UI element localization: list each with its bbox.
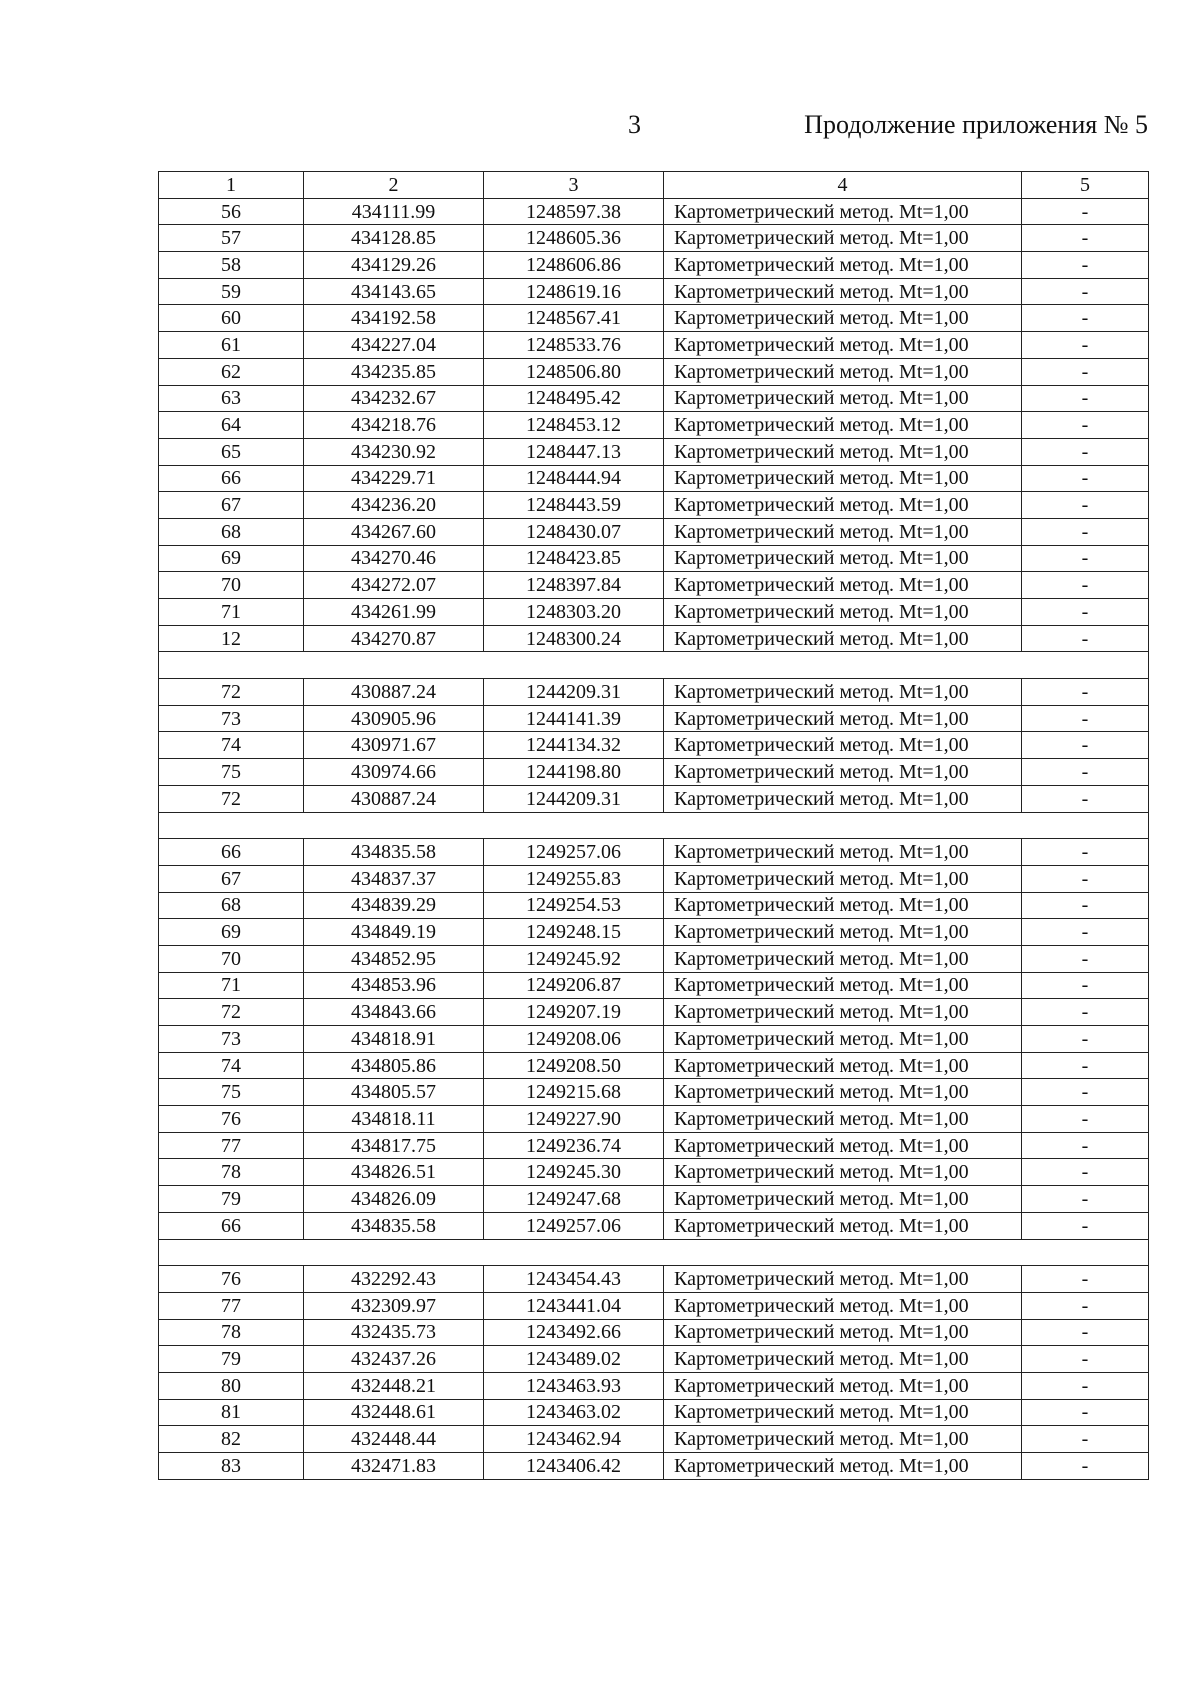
table-cell: 1249257.06 xyxy=(484,839,664,866)
table-cell: - xyxy=(1022,1292,1149,1319)
table-cell: Картометрический метод. Mt=1,00 xyxy=(664,358,1022,385)
table-cell: - xyxy=(1022,358,1149,385)
table-row xyxy=(159,1266,1149,1293)
coordinates-table xyxy=(158,171,1149,1480)
table-cell: 68 xyxy=(159,892,304,919)
table-row xyxy=(159,1026,1149,1053)
table-cell: - xyxy=(1022,945,1149,972)
table-cell: Картометрический метод. Mt=1,00 xyxy=(664,1426,1022,1453)
separator-cell xyxy=(159,1239,1149,1266)
table-row xyxy=(159,572,1149,599)
table-cell: 1248533.76 xyxy=(484,332,664,359)
table-cell: 1243463.93 xyxy=(484,1372,664,1399)
table-cell: Картометрический метод. Mt=1,00 xyxy=(664,1319,1022,1346)
table-cell: Картометрический метод. Mt=1,00 xyxy=(664,865,1022,892)
table-row xyxy=(159,945,1149,972)
table-cell: 1248447.13 xyxy=(484,438,664,465)
table-cell: 1248300.24 xyxy=(484,625,664,652)
table-row xyxy=(159,385,1149,412)
table-cell: - xyxy=(1022,1079,1149,1106)
table-cell: 73 xyxy=(159,705,304,732)
table-cell: 72 xyxy=(159,785,304,812)
table-row xyxy=(159,1372,1149,1399)
table-cell: 1249215.68 xyxy=(484,1079,664,1106)
table-cell: - xyxy=(1022,705,1149,732)
table-cell: - xyxy=(1022,545,1149,572)
table-cell: 1248430.07 xyxy=(484,518,664,545)
table-cell: 1248397.84 xyxy=(484,572,664,599)
table-cell: - xyxy=(1022,999,1149,1026)
table-cell: - xyxy=(1022,732,1149,759)
table-cell: Картометрический метод. Mt=1,00 xyxy=(664,1212,1022,1239)
table-cell: 434837.37 xyxy=(304,865,484,892)
table-cell: - xyxy=(1022,865,1149,892)
table-cell: Картометрический метод. Mt=1,00 xyxy=(664,1026,1022,1053)
table-cell: 1244209.31 xyxy=(484,679,664,706)
page-header xyxy=(0,110,1200,150)
table-cell: 74 xyxy=(159,1052,304,1079)
table-cell: Картометрический метод. Mt=1,00 xyxy=(664,1079,1022,1106)
table-cell: Картометрический метод. Mt=1,00 xyxy=(664,1159,1022,1186)
column-header: 4 xyxy=(664,172,1022,199)
table-cell: 1243463.02 xyxy=(484,1399,664,1426)
table-cell: - xyxy=(1022,1132,1149,1159)
table-cell: Картометрический метод. Mt=1,00 xyxy=(664,1052,1022,1079)
table-cell: 434128.85 xyxy=(304,225,484,252)
group-separator-row xyxy=(159,812,1149,839)
table-cell: 1248606.86 xyxy=(484,252,664,279)
table-cell: 76 xyxy=(159,1106,304,1133)
table-cell: - xyxy=(1022,518,1149,545)
table-cell: 75 xyxy=(159,759,304,786)
table-cell: 432448.44 xyxy=(304,1426,484,1453)
table-cell: 79 xyxy=(159,1346,304,1373)
table-row xyxy=(159,1453,1149,1480)
table-row xyxy=(159,1079,1149,1106)
column-header: 3 xyxy=(484,172,664,199)
table-header-row xyxy=(159,172,1149,199)
table-cell: Картометрический метод. Mt=1,00 xyxy=(664,1453,1022,1480)
table-cell: 1248423.85 xyxy=(484,545,664,572)
table-cell: 81 xyxy=(159,1399,304,1426)
table-cell: - xyxy=(1022,1159,1149,1186)
table-row xyxy=(159,599,1149,626)
column-header: 5 xyxy=(1022,172,1149,199)
table-row xyxy=(159,225,1149,252)
table-cell: 1249255.83 xyxy=(484,865,664,892)
table-cell: 83 xyxy=(159,1453,304,1480)
table-cell: 59 xyxy=(159,278,304,305)
table-cell: Картометрический метод. Mt=1,00 xyxy=(664,1266,1022,1293)
table-cell: 62 xyxy=(159,358,304,385)
table-cell: 432309.97 xyxy=(304,1292,484,1319)
table-row xyxy=(159,278,1149,305)
table-row xyxy=(159,919,1149,946)
table-cell: 434218.76 xyxy=(304,412,484,439)
table-cell: - xyxy=(1022,492,1149,519)
table-cell: - xyxy=(1022,1106,1149,1133)
table-cell: 434232.67 xyxy=(304,385,484,412)
table-cell: 434267.60 xyxy=(304,518,484,545)
table-cell: 1249254.53 xyxy=(484,892,664,919)
table-cell: - xyxy=(1022,1426,1149,1453)
table-row xyxy=(159,412,1149,439)
table-cell: - xyxy=(1022,839,1149,866)
table-cell: - xyxy=(1022,1212,1149,1239)
table-cell: 68 xyxy=(159,518,304,545)
table-row xyxy=(159,785,1149,812)
table-cell: - xyxy=(1022,1399,1149,1426)
table-cell: 434143.65 xyxy=(304,278,484,305)
table-cell: 1249206.87 xyxy=(484,972,664,999)
table-row xyxy=(159,545,1149,572)
table-cell: 1244209.31 xyxy=(484,785,664,812)
table-cell: Картометрический метод. Mt=1,00 xyxy=(664,438,1022,465)
table-cell: 1248605.36 xyxy=(484,225,664,252)
table-cell: Картометрический метод. Mt=1,00 xyxy=(664,1399,1022,1426)
table-cell: Картометрический метод. Mt=1,00 xyxy=(664,625,1022,652)
table-cell: 434835.58 xyxy=(304,839,484,866)
table-cell: Картометрический метод. Mt=1,00 xyxy=(664,919,1022,946)
table-cell: - xyxy=(1022,465,1149,492)
table-cell: 1243454.43 xyxy=(484,1266,664,1293)
table-cell: 434826.51 xyxy=(304,1159,484,1186)
table-row xyxy=(159,892,1149,919)
table-cell: 71 xyxy=(159,599,304,626)
table-cell: 1249236.74 xyxy=(484,1132,664,1159)
table-cell: 61 xyxy=(159,332,304,359)
table-cell: - xyxy=(1022,679,1149,706)
table-cell: 1249227.90 xyxy=(484,1106,664,1133)
table-cell: - xyxy=(1022,1026,1149,1053)
table-cell: 70 xyxy=(159,572,304,599)
table-cell: - xyxy=(1022,759,1149,786)
table-cell: 434229.71 xyxy=(304,465,484,492)
table-cell: 1248597.38 xyxy=(484,198,664,225)
table-cell: Картометрический метод. Mt=1,00 xyxy=(664,732,1022,759)
table-cell: 1244198.80 xyxy=(484,759,664,786)
table-cell: 72 xyxy=(159,999,304,1026)
table-cell: 434129.26 xyxy=(304,252,484,279)
table-cell: 1249245.30 xyxy=(484,1159,664,1186)
table-cell: 434817.75 xyxy=(304,1132,484,1159)
table-cell: 432437.26 xyxy=(304,1346,484,1373)
table-cell: Картометрический метод. Mt=1,00 xyxy=(664,545,1022,572)
table-cell: 434192.58 xyxy=(304,305,484,332)
table-cell: Картометрический метод. Mt=1,00 xyxy=(664,599,1022,626)
table-cell: - xyxy=(1022,412,1149,439)
table-cell: 74 xyxy=(159,732,304,759)
table-cell: 66 xyxy=(159,1212,304,1239)
table-cell: 1249257.06 xyxy=(484,1212,664,1239)
table-cell: Картометрический метод. Mt=1,00 xyxy=(664,252,1022,279)
table-cell: Картометрический метод. Mt=1,00 xyxy=(664,412,1022,439)
table-cell: - xyxy=(1022,572,1149,599)
table-cell: - xyxy=(1022,252,1149,279)
table-cell: - xyxy=(1022,1052,1149,1079)
separator-cell xyxy=(159,812,1149,839)
table-cell: 1248495.42 xyxy=(484,385,664,412)
table-cell: - xyxy=(1022,785,1149,812)
table-cell: 1249245.92 xyxy=(484,945,664,972)
column-header: 1 xyxy=(159,172,304,199)
table-cell: 66 xyxy=(159,465,304,492)
table-cell: 69 xyxy=(159,919,304,946)
table-row xyxy=(159,1132,1149,1159)
table-row xyxy=(159,865,1149,892)
table-cell: 434230.92 xyxy=(304,438,484,465)
table-row xyxy=(159,1426,1149,1453)
table-row xyxy=(159,1292,1149,1319)
table-cell: 432448.21 xyxy=(304,1372,484,1399)
table-cell: 434852.95 xyxy=(304,945,484,972)
table-cell: 1248506.80 xyxy=(484,358,664,385)
table-cell: Картометрический метод. Mt=1,00 xyxy=(664,945,1022,972)
table-cell: 434818.11 xyxy=(304,1106,484,1133)
table-cell: 1243489.02 xyxy=(484,1346,664,1373)
table-cell: Картометрический метод. Mt=1,00 xyxy=(664,839,1022,866)
table-row xyxy=(159,492,1149,519)
table-cell: 70 xyxy=(159,945,304,972)
table-cell: 432292.43 xyxy=(304,1266,484,1293)
table-cell: 1243492.66 xyxy=(484,1319,664,1346)
table-row xyxy=(159,705,1149,732)
table-cell: 1249208.06 xyxy=(484,1026,664,1053)
table-row xyxy=(159,1319,1149,1346)
table-cell: 430971.67 xyxy=(304,732,484,759)
table-cell: 434270.46 xyxy=(304,545,484,572)
table-cell: Картометрический метод. Mt=1,00 xyxy=(664,572,1022,599)
table-cell: 1248453.12 xyxy=(484,412,664,439)
table-cell: Картометрический метод. Mt=1,00 xyxy=(664,1292,1022,1319)
table-cell: Картометрический метод. Mt=1,00 xyxy=(664,278,1022,305)
table-cell: 434835.58 xyxy=(304,1212,484,1239)
table-cell: 434235.85 xyxy=(304,358,484,385)
table-cell: 430905.96 xyxy=(304,705,484,732)
table-cell: 63 xyxy=(159,385,304,412)
table-cell: 65 xyxy=(159,438,304,465)
table-row xyxy=(159,679,1149,706)
table-cell: 71 xyxy=(159,972,304,999)
table-cell: Картометрический метод. Mt=1,00 xyxy=(664,332,1022,359)
table-cell: Картометрический метод. Mt=1,00 xyxy=(664,892,1022,919)
table-cell: 434853.96 xyxy=(304,972,484,999)
page-caption: Продолжение приложения № 5 xyxy=(804,110,1148,139)
table-cell: Картометрический метод. Mt=1,00 xyxy=(664,198,1022,225)
table-cell: 434826.09 xyxy=(304,1186,484,1213)
table-cell: Картометрический метод. Mt=1,00 xyxy=(664,1372,1022,1399)
table-cell: - xyxy=(1022,1266,1149,1293)
table-cell: 430887.24 xyxy=(304,679,484,706)
table-cell: 434111.99 xyxy=(304,198,484,225)
table-row xyxy=(159,518,1149,545)
table-cell: - xyxy=(1022,198,1149,225)
table-cell: 434805.86 xyxy=(304,1052,484,1079)
table-cell: 1243441.04 xyxy=(484,1292,664,1319)
table-cell: Картометрический метод. Mt=1,00 xyxy=(664,305,1022,332)
table-cell: 434843.66 xyxy=(304,999,484,1026)
table-cell: Картометрический метод. Mt=1,00 xyxy=(664,1106,1022,1133)
table-cell: Картометрический метод. Mt=1,00 xyxy=(664,1186,1022,1213)
table-cell: Картометрический метод. Mt=1,00 xyxy=(664,972,1022,999)
page-number: 3 xyxy=(628,110,641,139)
table-cell: 78 xyxy=(159,1159,304,1186)
table-cell: 79 xyxy=(159,1186,304,1213)
table-cell: Картометрический метод. Mt=1,00 xyxy=(664,759,1022,786)
table-cell: 430887.24 xyxy=(304,785,484,812)
table-cell: - xyxy=(1022,919,1149,946)
table-row xyxy=(159,1052,1149,1079)
table-cell: 64 xyxy=(159,412,304,439)
table-row xyxy=(159,1106,1149,1133)
table-cell: Картометрический метод. Mt=1,00 xyxy=(664,225,1022,252)
table-cell: 67 xyxy=(159,865,304,892)
table-cell: 1249208.50 xyxy=(484,1052,664,1079)
table-cell: - xyxy=(1022,1372,1149,1399)
table-row xyxy=(159,332,1149,359)
table-cell: - xyxy=(1022,385,1149,412)
table-cell: 1248444.94 xyxy=(484,465,664,492)
table-cell: 434849.19 xyxy=(304,919,484,946)
table-cell: 1248303.20 xyxy=(484,599,664,626)
table-cell: 434227.04 xyxy=(304,332,484,359)
table-cell: 1248619.16 xyxy=(484,278,664,305)
table-cell: 434236.20 xyxy=(304,492,484,519)
table-cell: Картометрический метод. Mt=1,00 xyxy=(664,1346,1022,1373)
table-cell: - xyxy=(1022,438,1149,465)
table-cell: 76 xyxy=(159,1266,304,1293)
table-cell: 82 xyxy=(159,1426,304,1453)
table-cell: Картометрический метод. Mt=1,00 xyxy=(664,1132,1022,1159)
table-row xyxy=(159,1159,1149,1186)
table-cell: 434805.57 xyxy=(304,1079,484,1106)
table-cell: Картометрический метод. Mt=1,00 xyxy=(664,518,1022,545)
table-row xyxy=(159,305,1149,332)
table-cell: - xyxy=(1022,972,1149,999)
separator-cell xyxy=(159,652,1149,679)
table-cell: 1243462.94 xyxy=(484,1426,664,1453)
table-cell: Картометрический метод. Mt=1,00 xyxy=(664,785,1022,812)
table-cell: - xyxy=(1022,1186,1149,1213)
table-cell: 432471.83 xyxy=(304,1453,484,1480)
column-header: 2 xyxy=(304,172,484,199)
table-cell: - xyxy=(1022,1346,1149,1373)
table-cell: 80 xyxy=(159,1372,304,1399)
table-cell: - xyxy=(1022,332,1149,359)
table-cell: - xyxy=(1022,599,1149,626)
table-cell: 434272.07 xyxy=(304,572,484,599)
table-cell: 434270.87 xyxy=(304,625,484,652)
table-cell: 1244134.32 xyxy=(484,732,664,759)
table-cell: - xyxy=(1022,1319,1149,1346)
table-row xyxy=(159,999,1149,1026)
table-row xyxy=(159,1212,1149,1239)
table-cell: 75 xyxy=(159,1079,304,1106)
table-cell: 12 xyxy=(159,625,304,652)
table-cell: 58 xyxy=(159,252,304,279)
table-row xyxy=(159,759,1149,786)
table-cell: 78 xyxy=(159,1319,304,1346)
table-cell: 77 xyxy=(159,1292,304,1319)
table-cell: 69 xyxy=(159,545,304,572)
table-cell: - xyxy=(1022,305,1149,332)
table-cell: 66 xyxy=(159,839,304,866)
group-separator-row xyxy=(159,1239,1149,1266)
table-row xyxy=(159,252,1149,279)
table-cell: - xyxy=(1022,625,1149,652)
table-row xyxy=(159,625,1149,652)
table-cell: 1248567.41 xyxy=(484,305,664,332)
table-cell: Картометрический метод. Mt=1,00 xyxy=(664,999,1022,1026)
table-cell: 434261.99 xyxy=(304,599,484,626)
table-cell: - xyxy=(1022,278,1149,305)
table-cell: Картометрический метод. Mt=1,00 xyxy=(664,465,1022,492)
table-row xyxy=(159,972,1149,999)
table-row xyxy=(159,358,1149,385)
table-cell: 77 xyxy=(159,1132,304,1159)
table-cell: 1244141.39 xyxy=(484,705,664,732)
table-row xyxy=(159,1186,1149,1213)
table-cell: 1243406.42 xyxy=(484,1453,664,1480)
table-cell: 56 xyxy=(159,198,304,225)
table-cell: 1249207.19 xyxy=(484,999,664,1026)
table-cell: Картометрический метод. Mt=1,00 xyxy=(664,679,1022,706)
table-cell: - xyxy=(1022,1453,1149,1480)
table-cell: 432448.61 xyxy=(304,1399,484,1426)
table-cell: Картометрический метод. Mt=1,00 xyxy=(664,705,1022,732)
table-cell: 57 xyxy=(159,225,304,252)
table-cell: 434818.91 xyxy=(304,1026,484,1053)
table-cell: 430974.66 xyxy=(304,759,484,786)
table-cell: 434839.29 xyxy=(304,892,484,919)
table-cell: Картометрический метод. Mt=1,00 xyxy=(664,385,1022,412)
table-row xyxy=(159,1399,1149,1426)
table-row xyxy=(159,198,1149,225)
table-cell: 1249248.15 xyxy=(484,919,664,946)
table-cell: 72 xyxy=(159,679,304,706)
table-cell: 60 xyxy=(159,305,304,332)
table-cell: 73 xyxy=(159,1026,304,1053)
table-row xyxy=(159,732,1149,759)
table-cell: 432435.73 xyxy=(304,1319,484,1346)
table-row xyxy=(159,438,1149,465)
table-cell: - xyxy=(1022,225,1149,252)
table-row xyxy=(159,839,1149,866)
table-cell: 67 xyxy=(159,492,304,519)
table-body xyxy=(159,172,1149,1480)
table-cell: Картометрический метод. Mt=1,00 xyxy=(664,492,1022,519)
table-cell: 1249247.68 xyxy=(484,1186,664,1213)
table-row xyxy=(159,1346,1149,1373)
table-row xyxy=(159,465,1149,492)
group-separator-row xyxy=(159,652,1149,679)
table-cell: - xyxy=(1022,892,1149,919)
table-cell: 1248443.59 xyxy=(484,492,664,519)
